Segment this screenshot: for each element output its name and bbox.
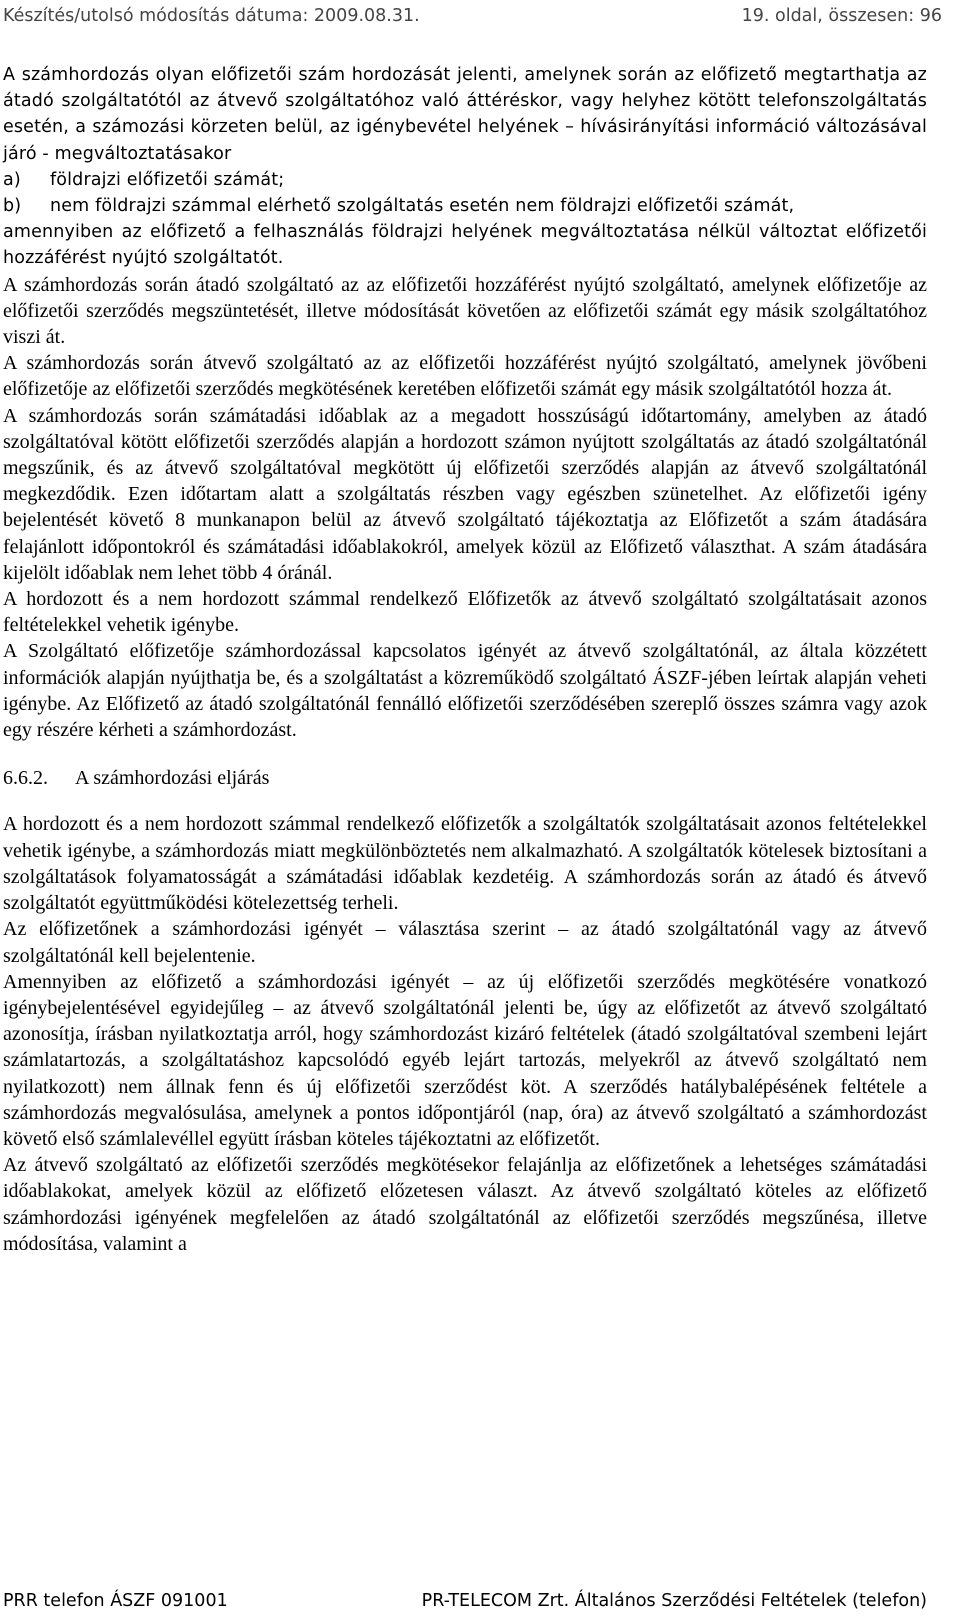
document-body (3, 62, 927, 1257)
list-item (3, 167, 927, 193)
section-number: 6.6.2. (3, 767, 48, 790)
header-page-number: 19. oldal, összesen: 96 (741, 6, 942, 26)
list-marker: a) (3, 169, 21, 190)
section-heading (3, 765, 927, 791)
paragraph: Az előfizetőnek a számhordozási igényét – választása szerint – az átadó szolgáltatónál vagy az átvevő szolgáltatónál kell bejelentenie. (3, 918, 927, 967)
paragraph: Az átvevő szolgáltató az előfizetői szerződés megkötésekor felajánlja az előfizetőnek a lehetséges számátadási időablakokat, amelyek közül az előfizető előzetesen választ. Az átvevő szolgáltató köteles az előfizető számhordozási igényének megfelelően az átadó szolgáltatónál az előfizetői szerződés megszűnésa, illetve módosítása, valamint a (3, 1154, 927, 1255)
header-date: Készítés/utolsó módosítás dátuma: 2009.08.31. (3, 6, 420, 26)
page-header (0, 6, 960, 30)
paragraph: Amennyiben az előfizető a számhordozási igényét – az új előfizetői szerződés megkötésére vonatkozó igénybejelentésével egyidejűleg – az átvevő szolgáltatónál jelenti be, úgy az előfizetőt az átvevő szolgáltató azonosítja, írásban nyilatkoztatja arról, hogy számhordozást kizáró feltételek (átadó szolgáltatóval szembeni lejárt számlatartozás, a szolgáltatáshoz kapcsolódó egyéb lejárt tartozás, melyekről az átvevő szolgáltató nem nyilatkozott) nem állnak fenn és új előfizetői szerződést köt. A szerződés hatálybalépésének feltétele a számhordozás megvalósulása, amelynek a pontos időpontjáról (nap, óra) az átvevő szolgáltató a számhordozást követő első számlalevéllel együtt írásban köteles tájékoztatni az előfizetőt. (3, 970, 927, 1150)
list-marker: b) (3, 196, 22, 217)
list-continuation: amennyiben az előfizető a felhasználás földrajzi helyének megváltoztatása nélkül változtat előfizetői hozzáférést nyújtó szolgáltatót. (3, 222, 927, 269)
paragraph: A számhordozás során számátadási időablak az a megadott hosszúságú időtartomány, amelyben az átadó szolgáltatóval kötött előfizetői szerződés alapján a hordozott számon nyújtott szolgáltatás az átadó szolgáltatónál megszűnik, és az átvevő szolgáltatóval megkötött új előfizetői szerződés alapján az átvevő szolgáltatónál megkezdődik. Ezen időtartam alatt a szolgáltatás részben vagy egészben szünetelhet. Az előfizetői igény bejelentését követő 8 munkanapon belül az átvevő szolgáltató tájékoztatja az Előfizetőt a szám átadására felajánlott időpontokról és számátadási időablakokról, amelyek közül az Előfizető választhat. A szám átadására kijelölt időablak nem lehet több 4 óránál. (3, 404, 927, 584)
paragraph: A hordozott és a nem hordozott számmal rendelkező Előfizetők az átvevő szolgáltató szolgáltatásait azonos feltételekkel vehetik igénybe. (3, 588, 927, 637)
paragraph: A Szolgáltató előfizetője számhordozással kapcsolatos igényét az átvevő szolgáltatónál, az általa közzétett információk alapján nyújthatja be, és a szolgáltatást a közreműködő szolgáltató ÁSZF-jében leírtak alapján veheti igénybe. Az Előfizető az átadó szolgáltatónál fennálló előfizetői szerződésében szereplő összes számra vagy azok egy részére kérheti a számhordozást. (3, 640, 927, 742)
paragraph: A hordozott és a nem hordozott számmal rendelkező előfizetők a szolgáltatók szolgáltatásait azonos feltételekkel vehetik igénybe, a számhordozás miatt megkülönböztetés nem alkalmazható. A szolgáltatók kötelesek biztosítani a szolgáltatások folyamatosságát a számátadási időablak kezdetéig. A számhordozás során az átadó és átvevő szolgáltatót együttműködési kötelezettség terheli. (3, 813, 927, 915)
section-title: A számhordozási eljárás (75, 767, 270, 790)
list-item (3, 193, 927, 219)
list-item-text: földrajzi előfizetői számát; (50, 169, 285, 190)
intro-paragraph: A számhordozás olyan előfizetői szám hordozását jelenti, amelynek során az előfizető megtarthatja az átadó szolgáltatótól az átvevő szolgáltatóhoz való áttéréskor, vagy helyhez kötött telefonszolgáltatás esetén, a számozási körzeten belül, az igénybevétel helyének – hívásirányítási információ változásával járó - megváltoztatásakor (3, 65, 927, 164)
list-item-text: nem földrajzi számmal elérhető szolgáltatás esetén nem földrajzi előfizetői számát, (50, 196, 795, 217)
footer-document-id: PRR telefon ÁSZF 091001 (3, 1591, 228, 1611)
footer-company-title: PR-TELECOM Zrt. Általános Szerződési Feltételek (telefon) (421, 1591, 927, 1611)
page-footer (0, 1591, 960, 1615)
paragraph: A számhordozás során átadó szolgáltató az az előfizetői hozzáférést nyújtó szolgáltató, amelynek előfizetője az előfizetői szerződés megszüntetését, illetve módosítását követően az előfizetői számát egy másik szolgáltatóhoz viszi át. (3, 273, 927, 349)
paragraph: A számhordozás során átvevő szolgáltató az az előfizetői hozzáférést nyújtó szolgáltató, amelynek jövőbeni előfizetője az előfizetői szerződés megkötésének keretében előfizetői számát egy másik szolgáltatótól hozza át. (3, 352, 927, 401)
